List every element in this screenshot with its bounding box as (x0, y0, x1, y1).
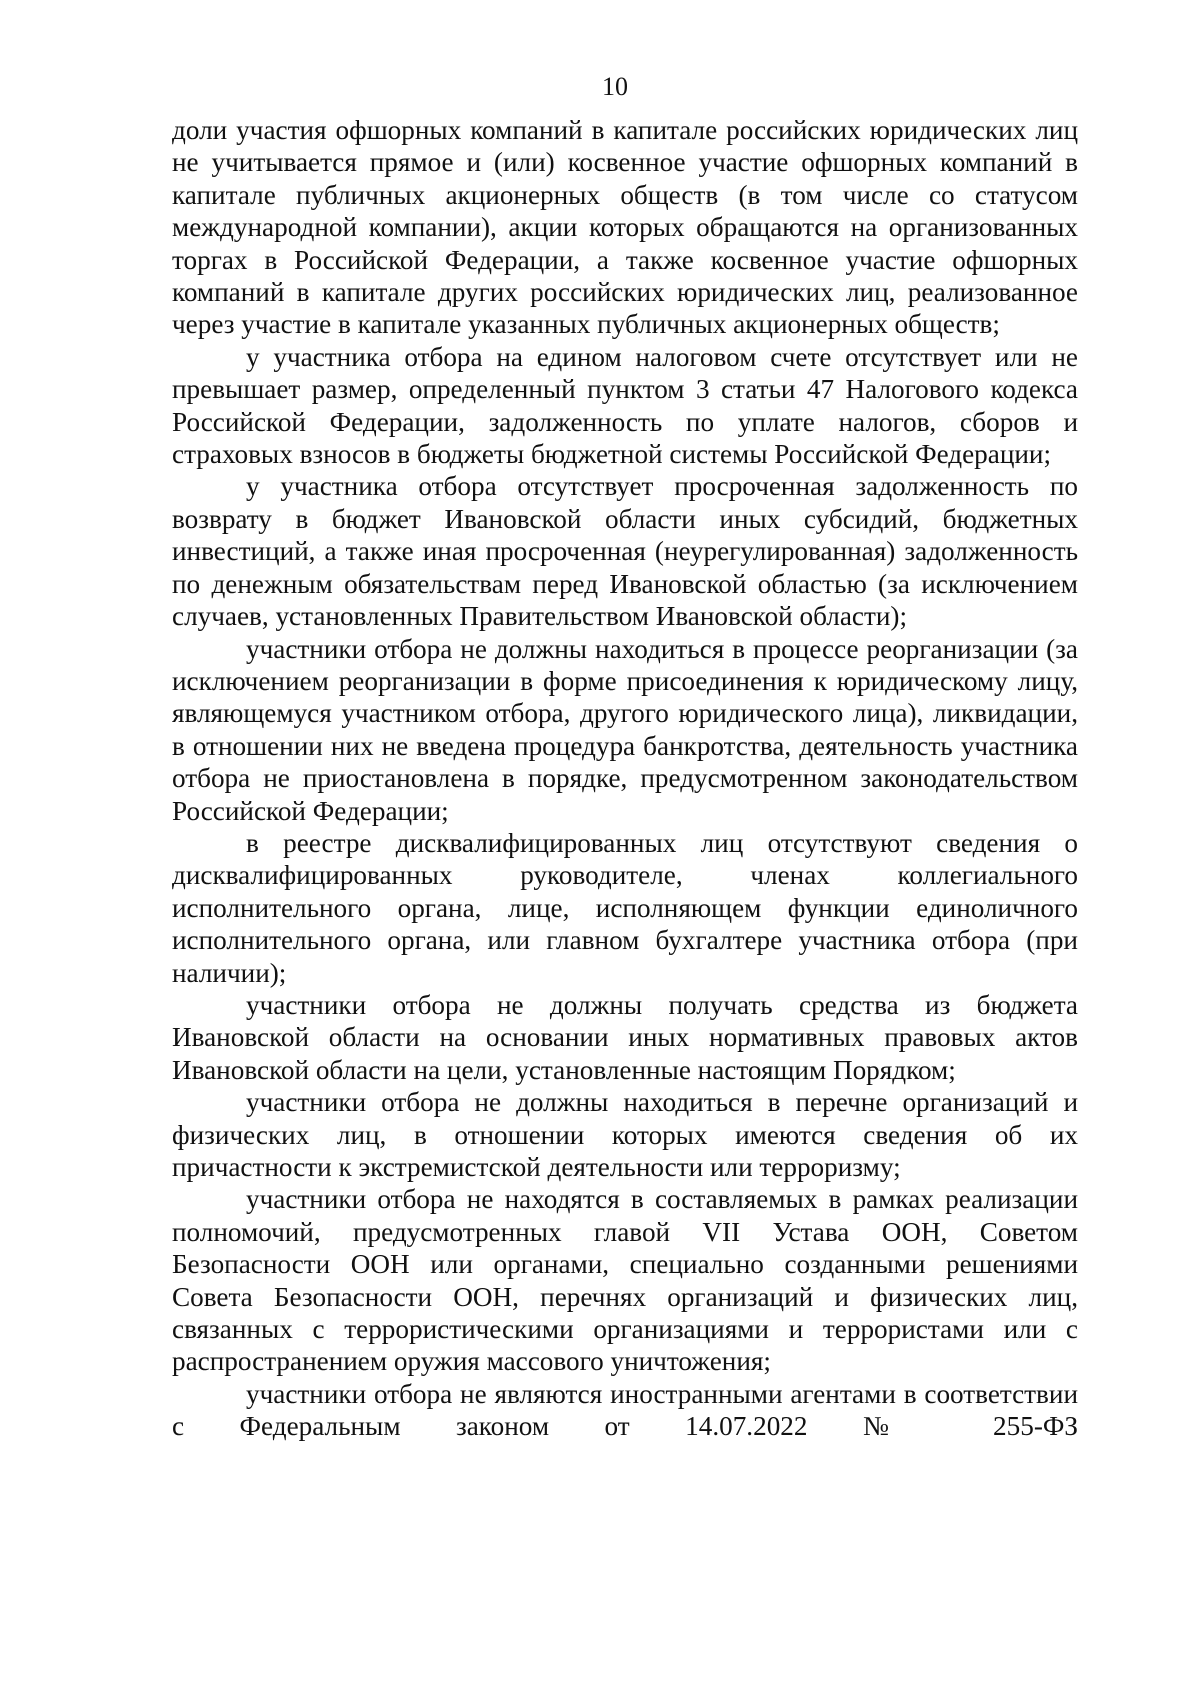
paragraph-tax-debt: у участника отбора на едином налоговом счете отсутствует или не превышает размер, определенный пунктом 3 статьи 47 Налогового кодекса Российской Федерации, задолженность по уплате налогов, сборов и страховых взносов в бюджеты бюджетной системы Российской Федерации; (172, 341, 1078, 470)
paragraph-offshore-participation: доли участия офшорных компаний в капитале российских юридических лиц не учитывается прямое и (или) косвенное участие офшорных компаний в капитале публичных акционерных обществ (в том числе со статусом международной компании), акции которых обращаются на организованных торгах в Российской Федерации, а также косвенное участие офшорных компаний в капитале других российских юридических лиц, реализованное через участие в капитале указанных публичных акционерных обществ; (172, 115, 1078, 340)
paragraph-disqualified-persons: в реестре дисквалифицированных лиц отсутствуют сведения о дисквалифицированных руководителе, членах коллегиального исполнительного органа, лице, исполняющем функции единоличного исполнительного органа, или главном бухгалтере участника отбора (при наличии); (172, 827, 1078, 988)
paragraph-foreign-agents: участники отбора не являются иностранными агентами в соответствии с Федеральным законом от 14.07.2022 № 255-ФЗ (172, 1378, 1078, 1442)
paragraph-other-funding: участники отбора не должны получать средства из бюджета Ивановской области на основании иных нормативных правовых актов Ивановской области на цели, установленные настоящим Порядком; (172, 989, 1078, 1085)
paragraph-overdue-debt: у участника отбора отсутствует просроченная задолженность по возврату в бюджет Ивановской области иных субсидий, бюджетных инвестиций, а также иная просроченная (неурегулированная) задолженность по денежным обязательствам перед Ивановской областью (за исключением случаев, установленных Правительством Ивановской области); (172, 471, 1078, 632)
paragraph-un-sanctions: участники отбора не находятся в составляемых в рамках реализации полномочий, предусмотренных главой VII Устава ООН, Советом Безопасности ООН или органами, специально созданными решениями Совета Безопасности ООН, перечнях организаций и физических лиц, связанных с террористическими организациями и террористами или с распространением оружия массового уничтожения; (172, 1184, 1078, 1377)
page-number: 10 (602, 72, 628, 101)
document-body (172, 114, 1078, 1443)
paragraph-reorganization: участники отбора не должны находиться в процессе реорганизации (за исключением реорганизации в форме присоединения к юридическому лицу, являющемуся участником отбора, другого юридического лица), ликвидации, в отношении них не введена процедура банкротства, деятельность участника отбора не приостановлена в порядке, предусмотренном законодательством Российской Федерации; (172, 633, 1078, 826)
paragraph-extremism-list: участники отбора не должны находиться в перечне организаций и физических лиц, в отношении которых имеются сведения об их причастности к экстремистской деятельности или терроризму; (172, 1087, 1078, 1182)
